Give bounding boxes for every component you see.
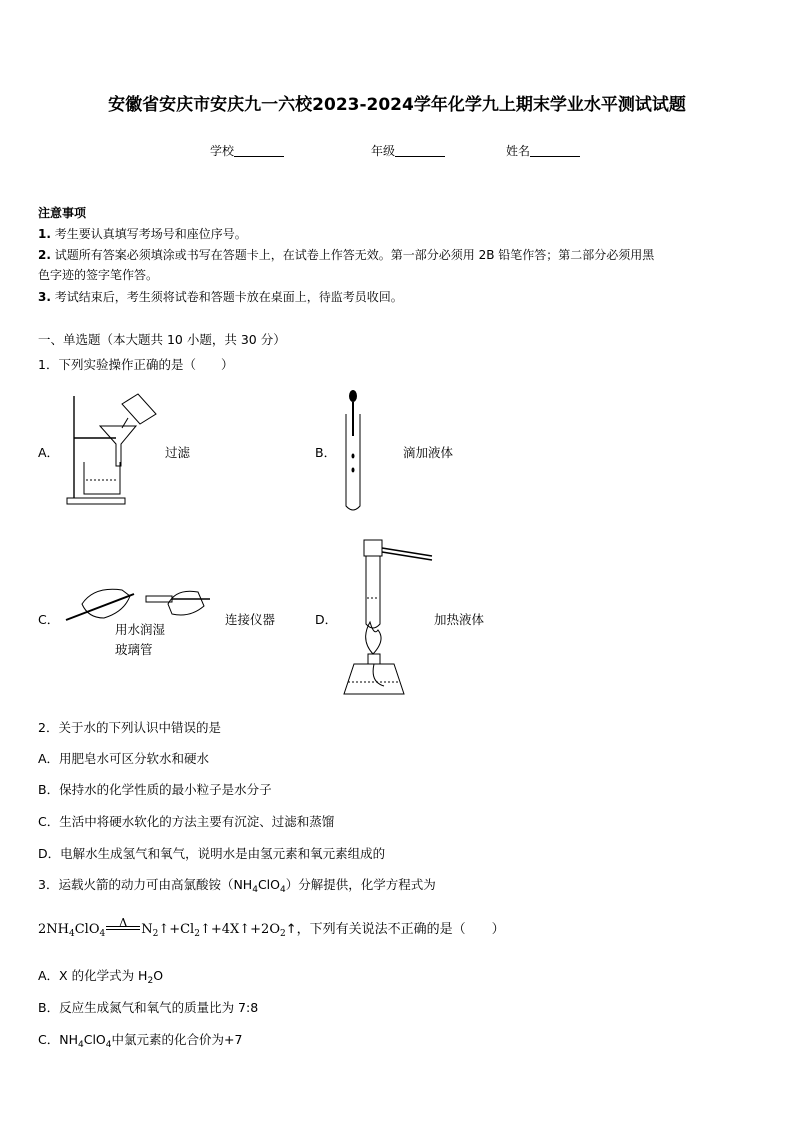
q1-option-c-note-line1: 用水润湿: [115, 622, 166, 637]
note-item: 3. 考试结束后，考生须将试卷和答题卡放在桌面上，待监考员收回。: [38, 290, 403, 304]
q3-option-a[interactable]: A．X 的化学式为 $H_2O$: [38, 968, 164, 986]
q2-option-b[interactable]: B．保持水的化学性质的最小粒子是水分子: [38, 782, 272, 797]
filtration-apparatus-icon: [64, 388, 164, 510]
question-2-stem: 2．关于水的下列认识中错误的是: [38, 720, 221, 735]
q2-option-c[interactable]: C．生活中将硬水软化的方法主要有沉淀、过滤和蒸馏: [38, 814, 335, 829]
grade-field[interactable]: [371, 142, 445, 159]
q1-option-b-caption: 滴加液体: [403, 445, 454, 460]
q3-option-c[interactable]: C．$NH_4ClO_4$中氯元素的化合价为+7: [38, 1032, 243, 1050]
q1-option-d-caption: 加热液体: [434, 612, 485, 627]
q1-option-b-letter[interactable]: B．: [315, 445, 337, 460]
note-item: 色字迹的签字笔作答。: [38, 268, 159, 282]
question-3-stem: 3．运载火箭的动力可由高氯酸铵$(NH_4ClO_4)$分解提供，化学方程式为: [38, 877, 436, 895]
name-blank[interactable]: [530, 144, 580, 157]
section-heading: 一、单选题（本大题共 10 小题，共 30 分）: [38, 332, 286, 347]
q1-option-a-letter[interactable]: A．: [38, 445, 60, 460]
dropper-test-tube-icon: [340, 388, 370, 516]
q1-option-a-caption: 过滤: [165, 445, 191, 460]
chemical-equation: $2NH_4ClO_4$ Δ $N_2↑+Cl_2↑+4X↑+2O_2↑$，下列有关说法不正确的是（ ）: [38, 915, 505, 939]
name-field[interactable]: [506, 142, 580, 159]
q3-option-b[interactable]: B．反应生成氮气和氧气的质量比为 7:8: [38, 1000, 259, 1015]
alcohol-lamp-heating-icon: [340, 536, 440, 704]
name-label: 姓名: [506, 144, 531, 158]
page-title: 安徽省安庆市安庆九一六校2023-2024学年化学九上期末学业水平测试试题: [108, 95, 686, 115]
q1-option-c-caption: 连接仪器: [225, 612, 276, 627]
note-item: 1. 考生要认真填写考场号和座位序号。: [38, 227, 247, 241]
question-1-stem: 1．下列实验操作正确的是（ ）: [38, 357, 234, 372]
notes-heading: 注意事项: [38, 206, 87, 220]
q2-option-a[interactable]: A．用肥皂水可区分软水和硬水: [38, 751, 210, 766]
grade-blank[interactable]: [395, 144, 445, 157]
note-item: 2. 试题所有答案必须填涂或书写在答题卡上，在试卷上作答无效。第一部分必须用 2B 铅笔作答；第二部分必须用黑: [38, 248, 655, 262]
school-blank[interactable]: [234, 144, 284, 157]
q1-option-d-letter[interactable]: D．: [315, 612, 338, 627]
grade-label: 年级: [371, 144, 396, 158]
q1-option-c-letter[interactable]: C．: [38, 612, 60, 627]
school-field[interactable]: [210, 142, 284, 159]
q2-option-d[interactable]: D．电解水生成氢气和氧气，说明水是由氢元素和氧元素组成的: [38, 846, 386, 861]
q1-option-c-note-line2: 玻璃管: [115, 642, 153, 657]
school-label: 学校: [210, 144, 235, 158]
